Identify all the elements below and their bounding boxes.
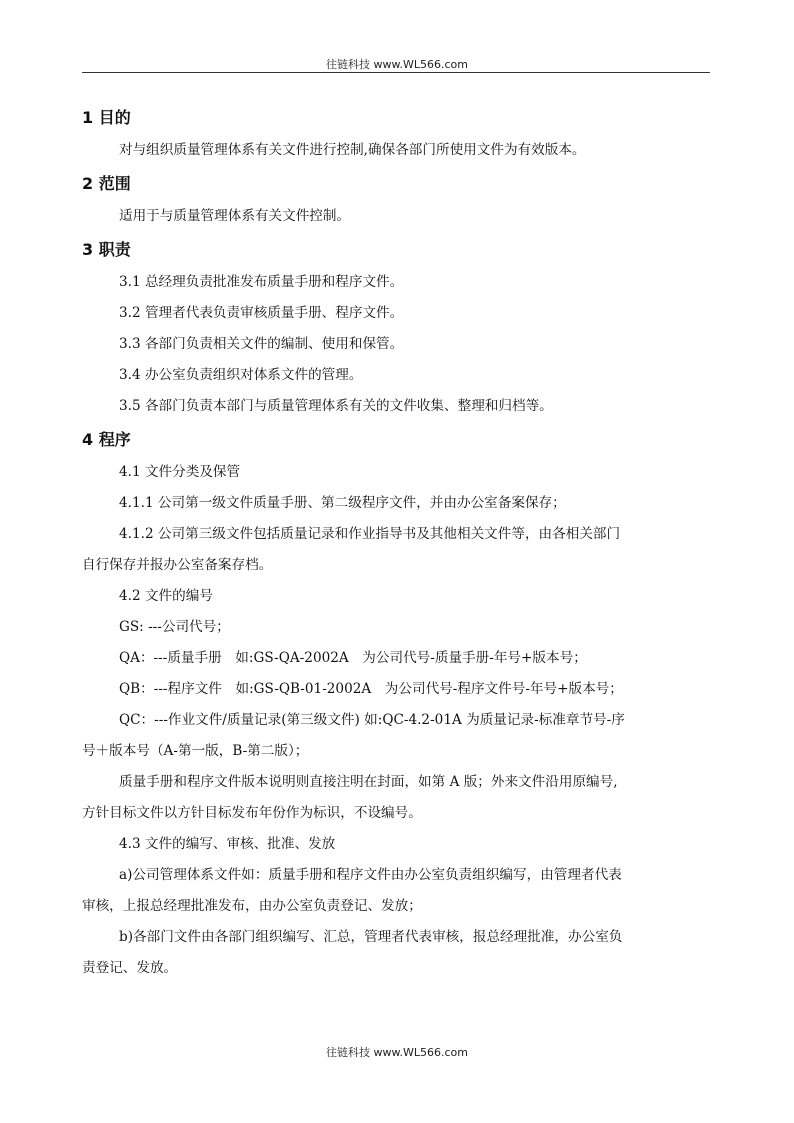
section-heading: 3 职责 (82, 240, 131, 259)
paragraph-line: 适用于与质量管理体系有关文件控制。 (119, 208, 351, 224)
paragraph-line: a)公司管理体系文件如：质量手册和程序文件由办公室负责组织编写，由管理者代表 (119, 867, 622, 883)
section-heading: 4 程序 (82, 430, 131, 449)
section-heading: 2 范围 (82, 174, 131, 193)
paragraph-line: 4.1.2 公司第三级文件包括质量记录和作业指导书及其他相关文件等，由各相关部门 (119, 526, 621, 542)
paragraph-line: 审核，上报总经理批准发布，由办公室负责登记、发放； (82, 898, 422, 914)
paragraph-line: QC：---作业文件/质量记录(第三级文件) 如:QC-4.2-01A 为质量记录-标准章节号-序 (119, 712, 625, 728)
paragraph-line: GS: ---公司代号； (119, 619, 230, 635)
paragraph-line: 对与组织质量管理体系有关文件进行控制,确保各部门所使用文件为有效版本。 (119, 142, 586, 158)
paragraph-line: 3.2 管理者代表负责审核质量手册、程序文件。 (119, 305, 404, 321)
paragraph-line: 自行保存并报办公室备案存档。 (82, 557, 273, 573)
document-body (82, 100, 710, 984)
paragraph-line: 3.4 办公室负责组织对体系文件的管理。 (119, 367, 363, 383)
paragraph-line: 质量手册和程序文件版本说明则直接注明在封面，如第 A 版；外来文件沿用原编号, (119, 774, 618, 790)
paragraph-line: 责登记、发放。 (82, 960, 178, 976)
paragraph-line: 4.3 文件的编写、审核、批准、发放 (119, 836, 336, 852)
paragraph-line: QB：---程序文件 如:GS-QB-01-2002A 为公司代号-程序文件号-年号+版本号； (119, 681, 623, 697)
paragraph-line: 3.1 总经理负责批准发布质量手册和程序文件。 (119, 274, 404, 290)
paragraph-line: 4.2 文件的编号 (119, 588, 213, 604)
paragraph-line: 4.1 文件分类及保管 (119, 464, 241, 480)
paragraph-line: 3.5 各部门负责本部门与质量管理体系有关的文件收集、整理和归档等。 (119, 398, 553, 414)
paragraph-line: QA：---质量手册 如:GS-QA-2002A 为公司代号-质量手册-年号+版本号； (119, 650, 587, 666)
header-rule (82, 72, 710, 73)
paragraph-line: 号＋版本号（A-第一版，B-第二版）； (82, 743, 309, 759)
paragraph-line: b)各部门文件由各部门组织编写、汇总，管理者代表审核，报总经理批准，办公室负 (119, 929, 623, 945)
section-heading: 1 目的 (82, 108, 131, 127)
paragraph-line: 方针目标文件以方针目标发布年份作为标识，不设编号。 (82, 805, 422, 821)
page-footer: 往链科技 www.WL566.com (326, 1046, 468, 1059)
paragraph-line: 3.3 各部门负责相关文件的编制、使用和保管。 (119, 336, 404, 352)
paragraph-line: 4.1.1 公司第一级文件质量手册、第二级程序文件，并由办公室备案保存； (119, 495, 566, 511)
page-header: 往链科技 www.WL566.com (326, 58, 468, 71)
